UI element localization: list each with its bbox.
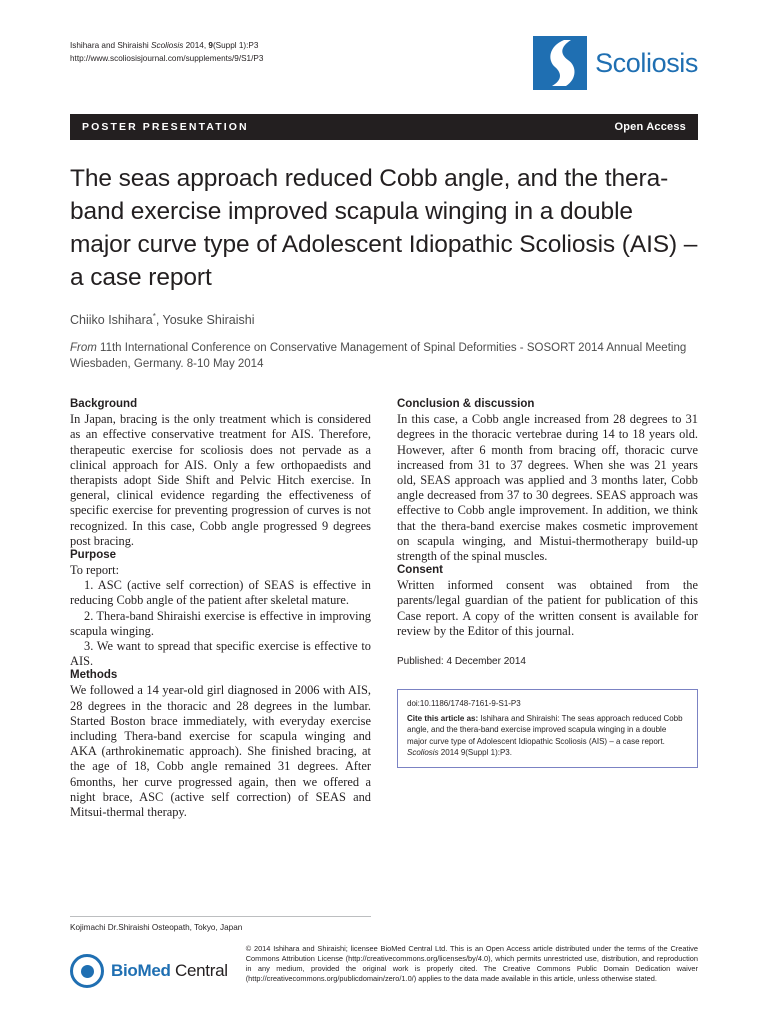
purpose-item-1: 1. ASC (active self correction) of SEAS is effective in reducing Cobb angle of the patient after skeletal mature. xyxy=(70,578,371,608)
scoliosis-logo-icon xyxy=(533,36,587,90)
section-heading-methods: Methods xyxy=(70,669,118,682)
column-left xyxy=(70,398,371,820)
journal-logo xyxy=(533,36,698,90)
author-corresponding-marker: * xyxy=(152,312,156,321)
open-access-label: Open Access xyxy=(614,121,686,133)
conference-location: Wiesbaden, Germany. 8-10 May 2014 xyxy=(70,358,264,371)
purpose-lead: To report: xyxy=(70,562,120,577)
section-heading-purpose: Purpose xyxy=(70,548,117,561)
central-text: Central xyxy=(170,961,228,980)
running-citation-url[interactable]: http://www.scoliosisjournal.com/supplements/9/S1/P3 xyxy=(70,53,264,63)
conference-info xyxy=(70,340,698,372)
page-header xyxy=(70,0,698,98)
footer-divider xyxy=(70,916,371,917)
conference-from-label: From xyxy=(70,342,97,355)
running-citation-volume: 9 xyxy=(208,41,213,50)
running-citation-authors: Ishihara and Shiraishi xyxy=(70,41,152,50)
doi-text[interactable]: doi:10.1186/1748-7161-9-S1-P3 xyxy=(407,699,521,708)
conference-name: 11th International Conference on Conservative Management of Spinal Deformities - SOSORT 2014 Annual Meeting xyxy=(96,342,687,355)
author-name: Chiiko Ishihara xyxy=(70,313,153,328)
article-body xyxy=(70,398,698,820)
author-affiliation: Kojimachi Dr.Shiraishi Osteopath, Tokyo, Japan xyxy=(70,923,243,932)
cite-journal: Scoliosis xyxy=(407,747,439,757)
footer-row xyxy=(70,944,698,988)
section-text-methods: We followed a 14 year-old girl diagnosed in 2006 with AIS, 28 degrees in the thoracic and 28 degrees in the lumbar. Started Boston brace immediately, with everyday exercise including Thera-band exercise for scapula winging and AKA (arthrokinematic approach). She finished bracing, at the age of 18, Cobb angle remained 31 degrees. After 6months, her curve progressed again, then we offered a night brace, ASC (active self correction) of SEAS and Mitsui-thermal therapy. xyxy=(70,683,371,820)
biomed-text: BioMed xyxy=(111,961,171,980)
biomed-central-circle-icon xyxy=(70,954,104,988)
page-title: The seas approach reduced Cobb angle, and the thera-band exercise improved scapula winging in a double major curve type of Adolescent Idiopathic Scoliosis (AIS) – a case report xyxy=(70,165,698,291)
page-footer xyxy=(70,916,698,988)
cite-authors: Ishihara and Shiraishi: xyxy=(478,714,562,724)
cite-title: The seas approach reduced Cobb angle, and the thera-band exercise improved scapula winging in a double major curve type of Adolescent Idiopathic Scoliosis (AIS) – a case report. xyxy=(407,714,683,746)
biomed-central-wordmark xyxy=(111,961,228,981)
published-date: Published: 4 December 2014 xyxy=(397,656,526,667)
section-text-consent: Written informed consent was obtained from the parents/legal guardian of the patient for publication of this Case report. A copy of the written consent is available for review by the Editor of this journal. xyxy=(397,578,698,638)
section-heading-background: Background xyxy=(70,398,138,411)
conference-name-line xyxy=(70,340,698,356)
section-text-conclusion: In this case, a Cobb angle increased from 28 degrees to 31 degrees in the thoracic vertebrae during 14 to 18 years old. However, after 6 month from bracing off, thoracic curve increased from 31 to 37 degrees. When she was 21 years old, SEAS approach was applied and 3 months later, Cobb angle decreased from 37 to 30 degrees. SEAS approach was effective to Cobb angle improvement. In addition, we think that the thera-band exercise makes cosmetic improvement on scapula winging, and Mistui-thermotherapy build-up strength of the spinal muscles. xyxy=(397,412,698,563)
purpose-item-2: 2. Thera-band Shiraishi exercise is effective in improving scapula winging. xyxy=(70,608,371,638)
purpose-item-3: 3. We want to spread that specific exercise is effective to AIS. xyxy=(70,639,371,669)
journal-logo-text: Scoliosis xyxy=(595,47,698,78)
running-citation-issue: (Suppl 1):P3 xyxy=(212,41,259,50)
section-text-background: In Japan, bracing is the only treatment which is considered as an effective conservative treatment for AIS. Therefore, therapeutic exercise for scoliosis does not pervade as a clinical approach for AIS. Only a few orthopaedists and therapists adopt Side Shift and Pelvic Hitch exercise. In general, clinical evidence regarding the effectiveness of specific exercise for preventing progression of curves is not recognized. In this case, Cobb angle progressed 9 degrees post bracing. xyxy=(70,412,371,548)
running-citation-year: 2014, xyxy=(183,41,209,50)
section-heading-conclusion: Conclusion & discussion xyxy=(397,398,535,411)
column-right xyxy=(397,398,698,820)
license-text: © 2014 Ishihara and Shiraishi; licensee BioMed Central Ltd. This is an Open Access article distributed under the terms of the Creative Commons Attribution License (http://creativecommons.org/licenses/by/4.0), which permits unrestricted use, distribution, and reproduction in any medium, provided the original work is properly cited. The Creative Commons Public Domain Dedication waiver (http://creativecommons.org/publicdomain/zero/1.0/) applies to the data made available in this article, unless otherwise stated. xyxy=(245,944,698,983)
author-list xyxy=(70,312,698,327)
cite-label: Cite this article as: xyxy=(407,714,479,724)
article-type-label: POSTER PRESENTATION xyxy=(82,121,249,133)
author-name-2: , Yosuke Shiraishi xyxy=(155,313,255,328)
section-heading-consent: Consent xyxy=(397,564,443,577)
biomed-central-logo xyxy=(70,944,228,988)
running-citation-line1 xyxy=(70,40,263,53)
article-type-banner xyxy=(70,114,698,140)
cite-this-article-box xyxy=(397,689,698,768)
cite-volume-issue: 2014 9(Suppl 1):P3. xyxy=(438,747,512,757)
running-citation-journal: Scoliosis xyxy=(151,41,184,50)
cite-this-article-text xyxy=(407,713,688,758)
running-citation xyxy=(70,36,263,65)
